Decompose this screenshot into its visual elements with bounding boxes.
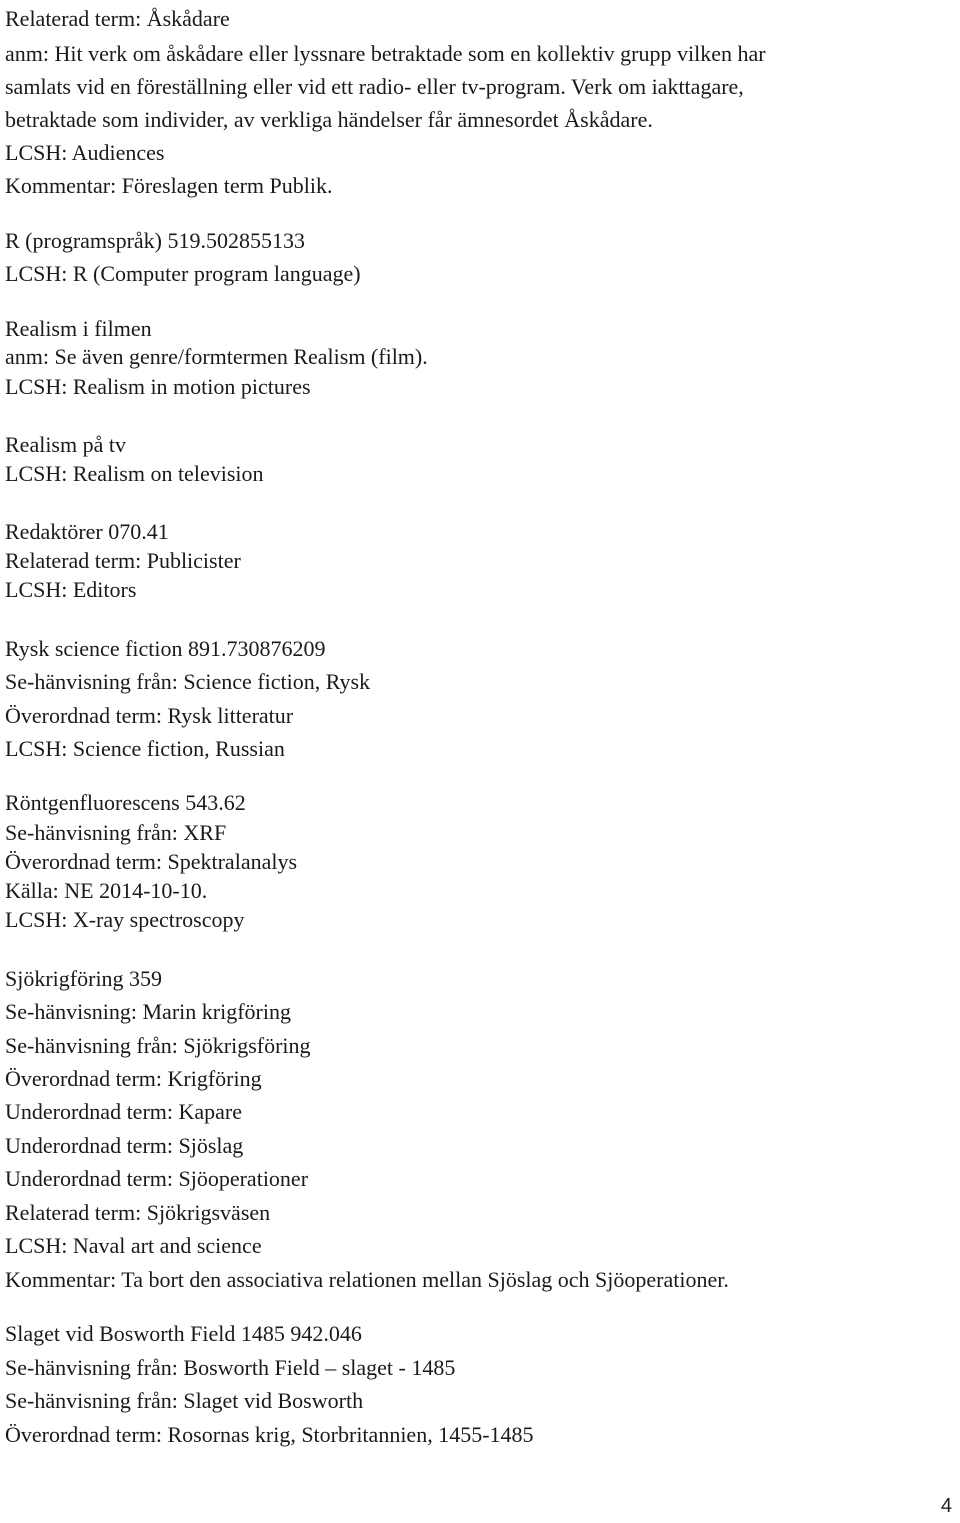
text-line: LCSH: R (Computer program language)	[5, 261, 361, 286]
text-line: Underordnad term: Sjöslag	[5, 1133, 244, 1158]
text-line: Se-hänvisning: Marin krigföring	[5, 999, 291, 1024]
text-line: betraktade som individer, av verkliga händelser får ämnesordet Åskådare.	[5, 107, 653, 132]
text-line: anm: Hit verk om åskådare eller lyssnare betraktade som en kollektiv grupp vilken har	[5, 41, 766, 66]
text-line: Rysk science fiction 891.730876209	[5, 636, 326, 661]
text-line: Relaterad term: Publicister	[5, 548, 241, 573]
text-line: Underordnad term: Kapare	[5, 1099, 243, 1124]
text-line: LCSH: Editors	[5, 577, 137, 602]
text-line: Se-hänvisning från: Bosworth Field – slaget - 1485	[5, 1355, 456, 1380]
text-line: Relaterad term: Sjökrigsväsen	[5, 1200, 271, 1225]
text-line: Se-hänvisning från: XRF	[5, 820, 227, 845]
text-line: Se-hänvisning från: Sjökrigsföring	[5, 1033, 311, 1058]
text-line: Källa: NE 2014-10-10.	[5, 878, 208, 903]
text-line: Överordnad term: Spektralanalys	[5, 849, 298, 874]
text-line: Slaget vid Bosworth Field 1485 942.046	[5, 1321, 362, 1346]
text-line: Överordnad term: Rysk litteratur	[5, 703, 294, 728]
text-line: Sjökrigföring 359	[5, 966, 163, 991]
text-line: Överordnad term: Krigföring	[5, 1066, 262, 1091]
text-line: LCSH: Realism in motion pictures	[5, 374, 311, 399]
text-line: Underordnad term: Sjöoperationer	[5, 1166, 309, 1191]
text-line: LCSH: Naval art and science	[5, 1233, 262, 1258]
text-line: Redaktörer 070.41	[5, 519, 169, 544]
text-line: anm: Se även genre/formtermen Realism (film).	[5, 344, 428, 369]
text-line: Realism på tv	[5, 432, 126, 457]
text-line: Realism i filmen	[5, 316, 152, 341]
text-line: LCSH: X-ray spectroscopy	[5, 907, 245, 932]
text-line: Kommentar: Ta bort den associativa relationen mellan Sjöslag och Sjöoperationer.	[5, 1267, 729, 1292]
text-line: Relaterad term: Åskådare	[5, 6, 230, 31]
text-line: LCSH: Realism on television	[5, 461, 264, 486]
page-number: 4	[940, 1495, 952, 1517]
text-line: LCSH: Audiences	[5, 140, 165, 165]
text-line: Överordnad term: Rosornas krig, Storbritannien, 1455-1485	[5, 1422, 534, 1447]
text-line: R (programspråk) 519.502855133	[5, 228, 306, 253]
text-line: Röntgenfluorescens 543.62	[5, 790, 246, 815]
text-line: samlats vid en föreställning eller vid ett radio- eller tv-program. Verk om iakttagare,	[5, 74, 744, 99]
text-line: Kommentar: Föreslagen term Publik.	[5, 173, 333, 198]
text-line: Se-hänvisning från: Science fiction, Rysk	[5, 669, 371, 694]
text-line: LCSH: Science fiction, Russian	[5, 736, 285, 761]
text-line: Se-hänvisning från: Slaget vid Bosworth	[5, 1388, 364, 1413]
